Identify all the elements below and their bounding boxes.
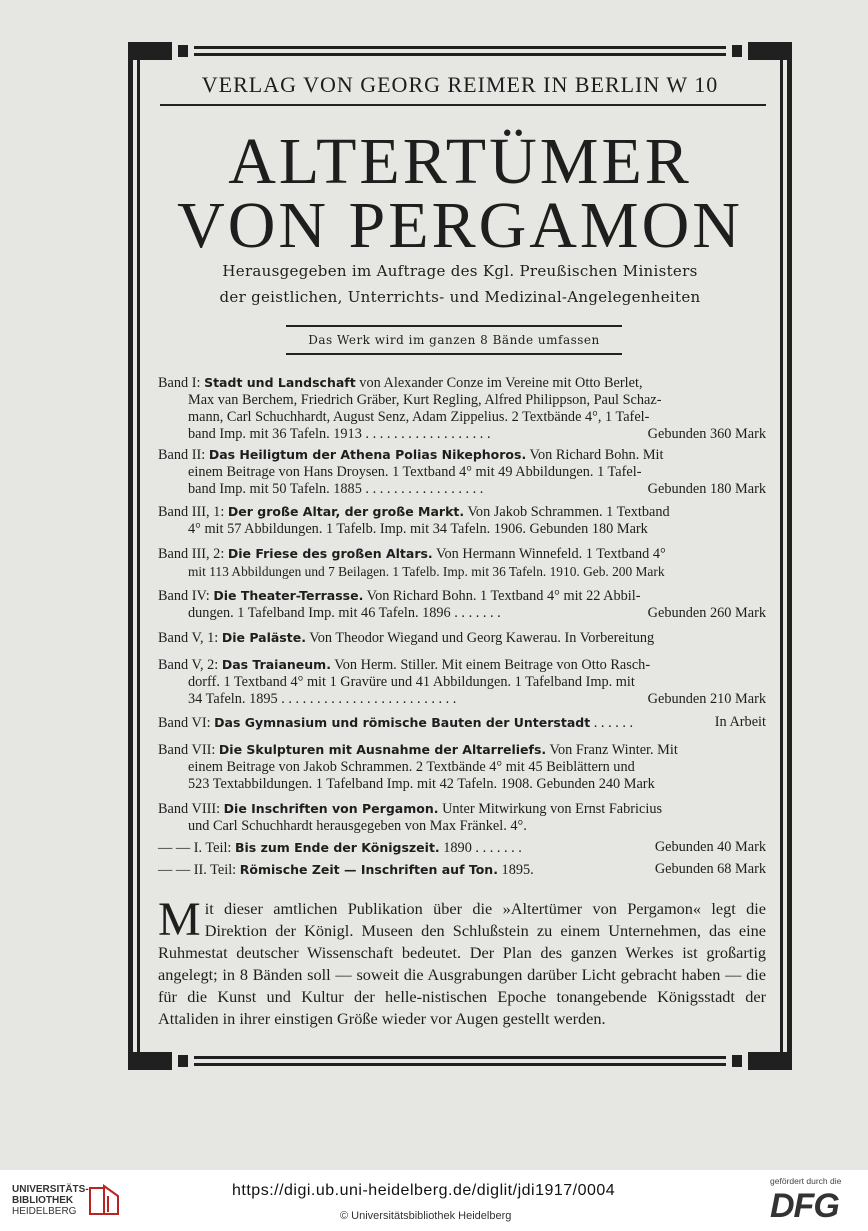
permalink-url[interactable]: https://digi.ub.uni-heidelberg.de/diglit/jdi1917/0004	[232, 1182, 616, 1199]
volume-count-note: Das Werk wird im ganzen 8 Bände umfassen	[286, 325, 622, 355]
title-line-1: ALTERTÜMER	[228, 125, 692, 198]
library-logo-text: UNIVERSITÄTS- BIBLIOTHEK HEIDELBERG	[12, 1184, 89, 1217]
frame-bottom-border	[128, 1052, 792, 1070]
paragraph-text: it dieser amtlichen Publikation über die »Altertümer von Pergamon« legt die Direktion der Königl. Museen den Schlußstein zu einem Unternehmen, das eine Ruhmestat deutscher Wissenschaft bedeutet. Der Plan des ganzen Werkes ist großartig angelegt; in 8 Bänden soll — soweit die Ausgrabungen darüber Licht gebracht haben — die für die Kunst und Kultur der helle-nistischen Epoche tonangebende Königsstadt der Attaliden in ihrer einstigen Größe wieder vor Augen gestellt werden.	[158, 899, 766, 1028]
volume-entry-7: Band VII: Die Skulpturen mit Ausnahme der Altarreliefs. Von Franz Winter. Mit einem Beitrage von Jakob Schrammen. 2 Textbände 4° mit 45 Beiblättern und 523 Textabbildungen. 1 Tafelband Imp. mit 42 Tafeln. 1908. Gebunden 240 Mark	[158, 742, 678, 792]
frame-top-border	[128, 42, 792, 60]
volume-entry-3-2: Band III, 2: Die Friese des großen Altars. Von Hermann Winnefeld. 1 Textband 4° mit 113 Abbildungen und 7 Beilagen. 1 Tafelb. Imp. mit 36 Tafeln. 1910. Geb. 200 Mark	[158, 546, 666, 579]
title-line-2: VON PERGAMON	[177, 189, 743, 262]
volume-entry-3-1: Band III, 1: Der große Altar, der große Markt. Von Jakob Schrammen. 1 Textband 4° mit 57 Abbildungen. 1 Tafelb. Imp. mit 34 Tafeln. 1906. Gebunden 180 Mark	[158, 504, 670, 537]
volume-entry-8-part-1: — — I. Teil: Bis zum Ende der Königszeit. 1890 . . . . . . . Gebunden 40 Mark	[158, 839, 766, 856]
dfg-logo: DFG	[770, 1187, 839, 1225]
subtitle-line-1: Herausgegeben im Auftrage des Kgl. Preußischen Ministers	[222, 262, 698, 280]
dfg-caption: gefördert durch die	[770, 1176, 842, 1186]
volume-entry-2: Band II: Das Heiligtum der Athena Polias Nikephoros. Von Richard Bohn. Mit einem Beitrage von Hans Droysen. 1 Textband 4° mit 49 Abbildungen. 1 Tafel- band Imp. mit 50 Tafeln. 1885 . . . . . . . . . . . . . . . . . Gebunden 180 Mark	[158, 447, 766, 497]
publisher-rule	[160, 104, 766, 106]
volume-entry-4: Band IV: Die Theater-Terrasse. Von Richard Bohn. 1 Textband 4° mit 22 Abbil- dungen. 1 Tafelband Imp. mit 46 Tafeln. 1896 . . . . . . . Gebunden 260 Mark	[158, 588, 766, 621]
subtitle-line-2: der geistlichen, Unterrichts- und Medizinal-Angelegenheiten	[219, 288, 701, 306]
drop-cap: M	[158, 893, 201, 946]
publisher-line: VERLAG VON GEORG REIMER IN BERLIN W 10	[201, 72, 719, 97]
volume-entry-8-part-2: — — II. Teil: Römische Zeit — Inschriften auf Ton. 1895. Gebunden 68 Mark	[158, 861, 766, 878]
copyright-notice: © Universitätsbibliothek Heidelberg	[340, 1210, 512, 1222]
volume-entry-5-1: Band V, 1: Die Paläste. Von Theodor Wiegand und Georg Kawerau. In Vorbereitung	[158, 630, 655, 646]
description-paragraph	[158, 893, 766, 1030]
library-seal-icon	[88, 1182, 122, 1218]
volume-entry-6: Band VI: Das Gymnasium und römische Bauten der Unterstadt . . . . . . In Arbeit	[158, 714, 766, 731]
volume-entry-5-2: Band V, 2: Das Traianeum. Von Herm. Stiller. Mit einem Beitrage von Otto Rasch- dorff. 1 Textband 4° mit 1 Gravüre und 41 Abbildungen. 1 Tafelband Imp. mit 34 Tafeln. 1895 . . . . . . . . . . . . . . . . . . . . . . . . . Gebunden 210 Mark	[158, 657, 766, 707]
frame-right-border	[776, 42, 792, 1070]
volume-entry-1: Band I: Stadt und Landschaft von Alexander Conze im Vereine mit Otto Berlet, Max van Berchem, Friedrich Gräber, Kurt Regling, Alfred Philippson, Paul Schaz- mann, Carl Schuchhardt, August Senz, Adam Zippelius. 2 Textbände 4°, 1 Tafel- band Imp. mit 36 Tafeln. 1913 . . . . . . . . . . . . . . . . . . Gebunden 360 Mark	[158, 375, 766, 442]
frame-left-border	[128, 42, 144, 1070]
volume-entry-8: Band VIII: Die Inschriften von Pergamon. Unter Mitwirkung von Ernst Fabricius und Carl Schuchhardt herausgegeben von Max Fränkel. 4°.	[158, 801, 663, 834]
